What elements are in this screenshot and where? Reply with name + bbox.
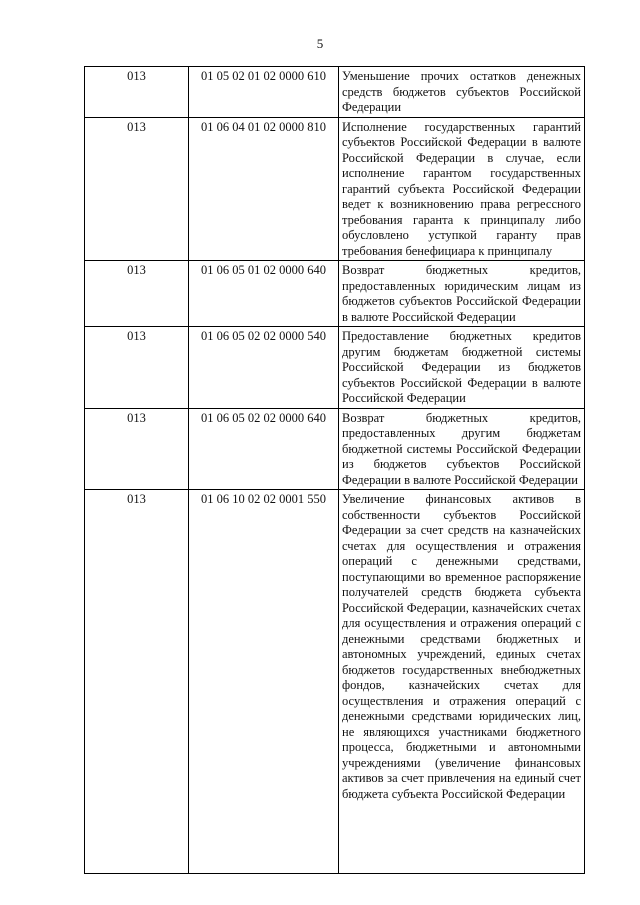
budget-code-cell: 01 06 04 01 02 0000 810 bbox=[189, 117, 339, 261]
budget-code-cell: 01 06 05 01 02 0000 640 bbox=[189, 261, 339, 327]
admin-code-cell: 013 bbox=[85, 490, 189, 874]
table-row bbox=[85, 67, 585, 118]
table-row bbox=[85, 327, 585, 409]
table-row bbox=[85, 490, 585, 874]
description-cell: Возврат бюджетных кредитов, предоставленных юридическим лицам из бюджетов субъектов Российской Федерации в валюте Российской Федерации bbox=[339, 261, 585, 327]
admin-code-cell: 013 bbox=[85, 67, 189, 118]
description-cell: Предоставление бюджетных кредитов другим бюджетам бюджетной системы Российской Федерации из бюджетов субъектов Российской Федерации в валюте Российской Федерации bbox=[339, 327, 585, 409]
description-cell: Возврат бюджетных кредитов, предоставленных другим бюджетам бюджетной системы Российской Федерации из бюджетов субъектов Российской Федерации в валюте Российской Федерации bbox=[339, 408, 585, 490]
admin-code-cell: 013 bbox=[85, 117, 189, 261]
admin-code-cell: 013 bbox=[85, 261, 189, 327]
page-number: 5 bbox=[316, 36, 324, 51]
budget-code-cell: 01 06 05 02 02 0000 540 bbox=[189, 327, 339, 409]
description-cell: Исполнение государственных гарантий субъектов Российской Федерации в валюте Российской Федерации в случае, если исполнение гарантом государственных гарантий субъекта Российской Федерации ведет к возникновению права регрессного требования гаранта к принципалу либо обусловлено уступкой гаранту прав требования бенефициара к принципалу bbox=[339, 117, 585, 261]
table-row bbox=[85, 261, 585, 327]
description-cell: Уменьшение прочих остатков денежных средств бюджетов субъектов Российской Федерации bbox=[339, 67, 585, 118]
admin-code-cell: 013 bbox=[85, 327, 189, 409]
budget-codes-table bbox=[84, 66, 585, 874]
table-row bbox=[85, 408, 585, 490]
budget-code-cell: 01 06 10 02 02 0001 550 bbox=[189, 490, 339, 874]
description-cell: Увеличение финансовых активов в собственности субъектов Российской Федерации за счет средств на казначейских счетах для осуществления и отражения операций с денежными средствами, поступающими во временное распоряжение получателей средств бюджета субъекта Российской Федерации, казначейских счетах для осуществления и отражения операций с денежными средствами бюджетных и автономных учреждений, единых счетах бюджетов государственных внебюджетных фондов, казначейских счетах для осуществления и отражения операций с денежными средствами юридических лиц, не являющихся участниками бюджетного процесса, бюджетными и автономными учреждениями (увеличение финансовых активов за счет привлечения на единый счет бюджета субъекта Российской Федерации bbox=[339, 490, 585, 874]
budget-code-cell: 01 06 05 02 02 0000 640 bbox=[189, 408, 339, 490]
budget-code-cell: 01 05 02 01 02 0000 610 bbox=[189, 67, 339, 118]
table-row bbox=[85, 117, 585, 261]
admin-code-cell: 013 bbox=[85, 408, 189, 490]
